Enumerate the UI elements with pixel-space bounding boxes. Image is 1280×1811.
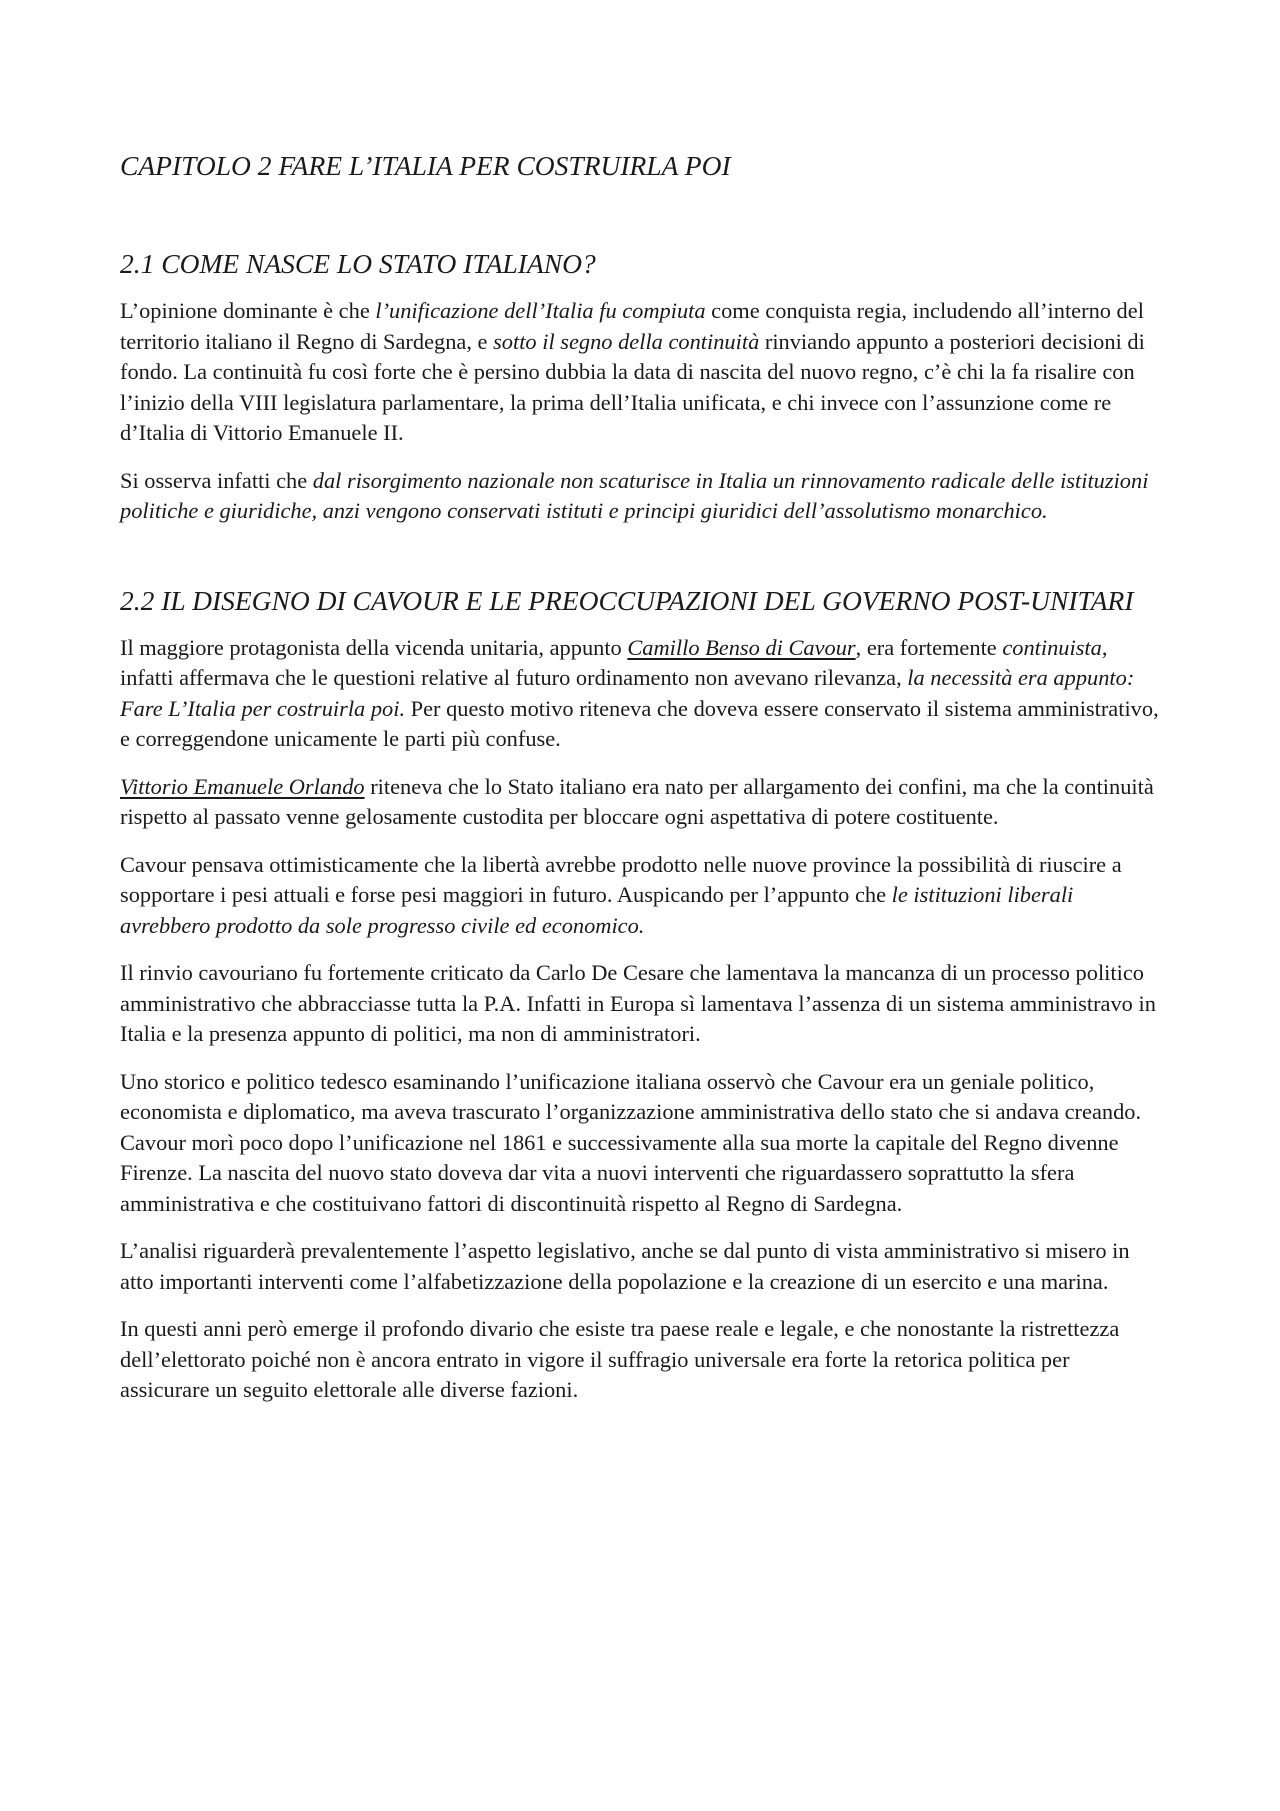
section-2-2-paragraph-1 — [120, 633, 1162, 755]
section-2-1-title: 2.1 COME NASCE LO STATO ITALIANO? — [120, 248, 596, 279]
emphasis-run: le istituzioni liberali avrebbero prodotto da sole progresso civile ed economico. — [120, 882, 1074, 938]
section-2-1-paragraph-1 — [120, 296, 1162, 449]
section-2-1-paragraph-2 — [120, 466, 1162, 527]
text-run: Per questo motivo riteneva che doveva essere conservato il sistema amministrativo, e correggendone unicamente le parti più confuse. — [120, 695, 1159, 751]
text-run: rinviando appunto a posteriori decisioni di fondo. La continuità fu così forte che è persino dubbia la data di nascita del nuovo regno, c’è chi la fa risalire con l’inizio della VIII legislatura parlamentare, la prima dell’Italia unificata, e chi invece con l’assunzione come re d’Italia di Vittorio Emanuele II. — [120, 328, 1145, 445]
section-2-2-title: 2.2 IL DISEGNO DI CAVOUR E LE PREOCCUPAZIONI DEL GOVERNO POST-UNITARI — [120, 584, 1134, 616]
section-2-2-paragraph-3 — [120, 850, 1162, 942]
text-run: come conquista regia, includendo all’interno del territorio italiano il Regno di Sardegna, e — [120, 298, 1144, 354]
cavour-link[interactable]: Camillo Benso di Cavour — [627, 634, 856, 660]
emphasis-run: continuista — [1002, 634, 1102, 660]
orlando-link[interactable]: Vittorio Emanuele Orlando — [120, 773, 365, 799]
section-2-2-paragraph-7: In questi anni però emerge il profondo divario che esiste tra paese reale e legale, e che nonostante la ristrettezza dell’elettorato poiché non è ancora entrato in vigore il suffragio universale era forte la retorica politica per assicurare un seguito elettorale alle diverse fazioni. — [120, 1316, 1120, 1402]
text-run: Il maggiore protagonista della vicenda unitaria, appunto — [120, 634, 628, 660]
emphasis-run: l’unificazione dell’Italia fu compiuta — [375, 298, 706, 323]
text-run: L’opinione dominante è che — [120, 298, 376, 323]
emphasis-run: dal risorgimento nazionale non scaturisce in Italia un rinnovamento radicale delle istituzioni politiche e giuridiche, anzi vengono conservati istituti e principi giuridici dell’assolutismo monarchico. — [120, 467, 1149, 523]
text-run: , infatti affermava che le questioni relative al futuro ordinamento non avevano rilevanza, — [120, 634, 1108, 690]
section-2-2-paragraph-6: L’analisi riguarderà prevalentemente l’aspetto legislativo, anche se dal punto di vista amministrativo si misero in atto importanti interventi come l’alfabetizzazione della popolazione e la creazione di un esercito e una marina. — [120, 1238, 1130, 1294]
section-2-2-paragraph-2 — [120, 772, 1162, 833]
emphasis-run: la necessità era appunto: Fare L’Italia per costruirla poi. — [120, 665, 1135, 721]
section-2-2-paragraph-4: Il rinvio cavouriano fu fortemente criticato da Carlo De Cesare che lamentava la mancanza di un processo politico amministrativo che abbracciasse tutta la P.A. Infatti in Europa sì lamentava l’assenza di un sistema amministravo in Italia e la presenza appunto di politici, ma non di amministratori. — [120, 960, 1156, 1046]
text-run: , era fortemente — [855, 634, 1003, 660]
section-2-2 — [120, 583, 1162, 1406]
chapter-title: CAPITOLO 2 FARE L’ITALIA PER COSTRUIRLA POI — [120, 150, 731, 181]
text-run: Si osserva infatti che — [120, 467, 313, 493]
text-run: Cavour pensava ottimisticamente che la libertà avrebbe prodotto nelle nuove province la possibilità di riuscire a sopportare i pesi attuali e forse pesi maggiori in futuro. Auspicando per l’appunto che — [120, 851, 1122, 907]
emphasis-run: sotto il segno della continuità — [493, 328, 760, 354]
section-2-2-paragraph-5: Uno storico e politico tedesco esaminando l’unificazione italiana osservò che Cavour era un geniale politico, economista e diplomatico, ma aveva trascurato l’organizzazione amministrativa dello stato che si andava creando. Cavour morì poco dopo l’unificazione nel 1861 e successivamente alla sua morte la capitale del Regno divenne Firenze. La nascita del nuovo stato doveva dar vita a nuovi interventi che riguardassero soprattutto la sfera amministrativa e che costituivano fattori di discontinuità rispetto al Regno di Sardegna. — [120, 1068, 1142, 1216]
text-run: riteneva che lo Stato italiano era nato per allargamento dei confini, ma che la continuità rispetto al passato venne gelosamente custodita per bloccare ogni aspettativa di potere costituente. — [120, 773, 1154, 829]
section-2-1 — [120, 246, 1162, 527]
